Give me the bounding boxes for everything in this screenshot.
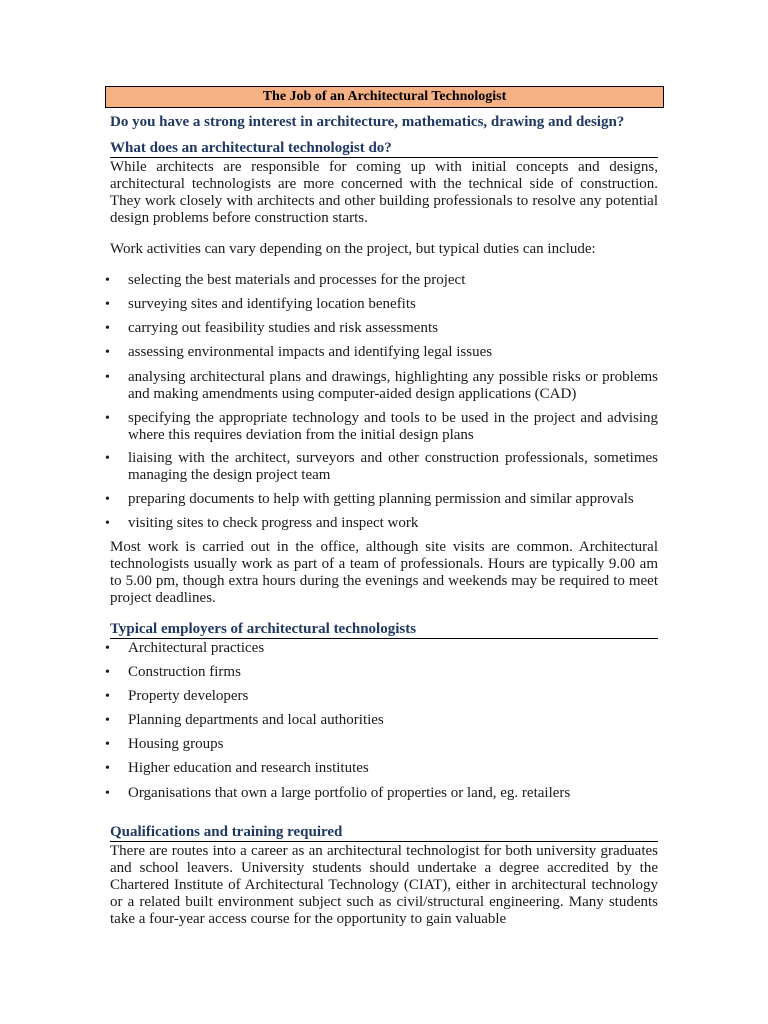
list-item — [105, 712, 658, 729]
list-item — [105, 320, 658, 337]
bullet-icon: • — [105, 492, 110, 507]
list-item-text: specifying the appropriate technology and tools to be used in the project and advising where this requires deviation from the initial design plans — [128, 410, 658, 443]
bullet-icon: • — [105, 273, 110, 288]
bullet-icon: • — [105, 665, 110, 680]
bullet-icon: • — [105, 345, 110, 360]
list-item — [105, 491, 658, 508]
section-heading-employers: Typical employers of architectural technologists — [110, 620, 658, 639]
list-item — [105, 369, 658, 403]
list-item-text: surveying sites and identifying location benefits — [128, 296, 416, 312]
list-item-text: visiting sites to check progress and inspect work — [128, 515, 419, 531]
bullet-icon: • — [105, 713, 110, 728]
list-item-text: analysing architectural plans and drawings, highlighting any possible risks or problems and making amendments using computer-aided design applications (CAD) — [128, 369, 658, 402]
section1-paragraph-2: Work activities can vary depending on the project, but typical duties can include: — [110, 241, 596, 257]
intro-question: Do you have a strong interest in architecture, mathematics, drawing and design? — [110, 114, 625, 130]
list-item — [105, 640, 658, 657]
bullet-icon: • — [105, 411, 110, 426]
list-item — [105, 515, 658, 532]
list-item-text: Construction firms — [128, 664, 241, 680]
section3-paragraph-1: There are routes into a career as an architectural technologist for both university graduates and school leavers. University students should undertake a degree accredited by the Chartered Institute of Architectural Technology (CIAT), either in architectural technology or a related built environment subject such as civil/structural engineering. Many students take a four-year access course for the opportunity to gain valuable — [110, 843, 658, 927]
list-item-text: preparing documents to help with getting planning permission and similar approvals — [128, 491, 634, 507]
bullet-icon: • — [105, 370, 110, 385]
section1-paragraph-1: While architects are responsible for coming up with initial concepts and designs, architectural technologists are more concerned with the technical side of construction. They work closely with architects and other building professionals to resolve any potential design problems before construction starts. — [110, 159, 658, 226]
section-heading-qualifications: Qualifications and training required — [110, 823, 658, 842]
list-item — [105, 450, 658, 484]
list-item-text: Higher education and research institutes — [128, 760, 369, 776]
list-item — [105, 272, 658, 289]
list-item-text: liaising with the architect, surveyors and other construction professionals, sometimes managing the design project team — [128, 450, 658, 483]
list-item-text: carrying out feasibility studies and risk assessments — [128, 320, 438, 336]
list-item — [105, 296, 658, 313]
list-item — [105, 688, 658, 705]
list-item-text: Architectural practices — [128, 640, 265, 656]
bullet-icon: • — [105, 761, 110, 776]
bullet-icon: • — [105, 321, 110, 336]
bullet-icon: • — [105, 641, 110, 656]
bullet-icon: • — [105, 786, 110, 801]
section1-paragraph-3: Most work is carried out in the office, although site visits are common. Architectural technologists usually work as part of a team of professionals. Hours are typically 9.00 am to 5.00 pm, though extra hours during the evenings and weekends may be required to meet project deadlines. — [110, 539, 658, 606]
list-item — [105, 760, 658, 777]
bullet-icon: • — [105, 516, 110, 531]
list-item-text: Organisations that own a large portfolio of properties or land, eg. retailers — [128, 785, 571, 801]
page-title: The Job of an Architectural Technologist — [105, 86, 664, 108]
bullet-icon: • — [105, 737, 110, 752]
list-item-text: Housing groups — [128, 736, 224, 752]
list-item — [105, 344, 658, 361]
list-item — [105, 785, 658, 802]
bullet-icon: • — [105, 689, 110, 704]
list-item-text: Planning departments and local authorities — [128, 712, 384, 728]
section-heading-what-does: What does an architectural technologist do? — [110, 139, 658, 158]
list-item-text: assessing environmental impacts and identifying legal issues — [128, 344, 493, 360]
bullet-icon: • — [105, 451, 110, 466]
list-item — [105, 410, 658, 444]
list-item — [105, 664, 658, 681]
list-item — [105, 736, 658, 753]
list-item-text: selecting the best materials and processes for the project — [128, 272, 466, 288]
list-item-text: Property developers — [128, 688, 249, 704]
bullet-icon: • — [105, 297, 110, 312]
